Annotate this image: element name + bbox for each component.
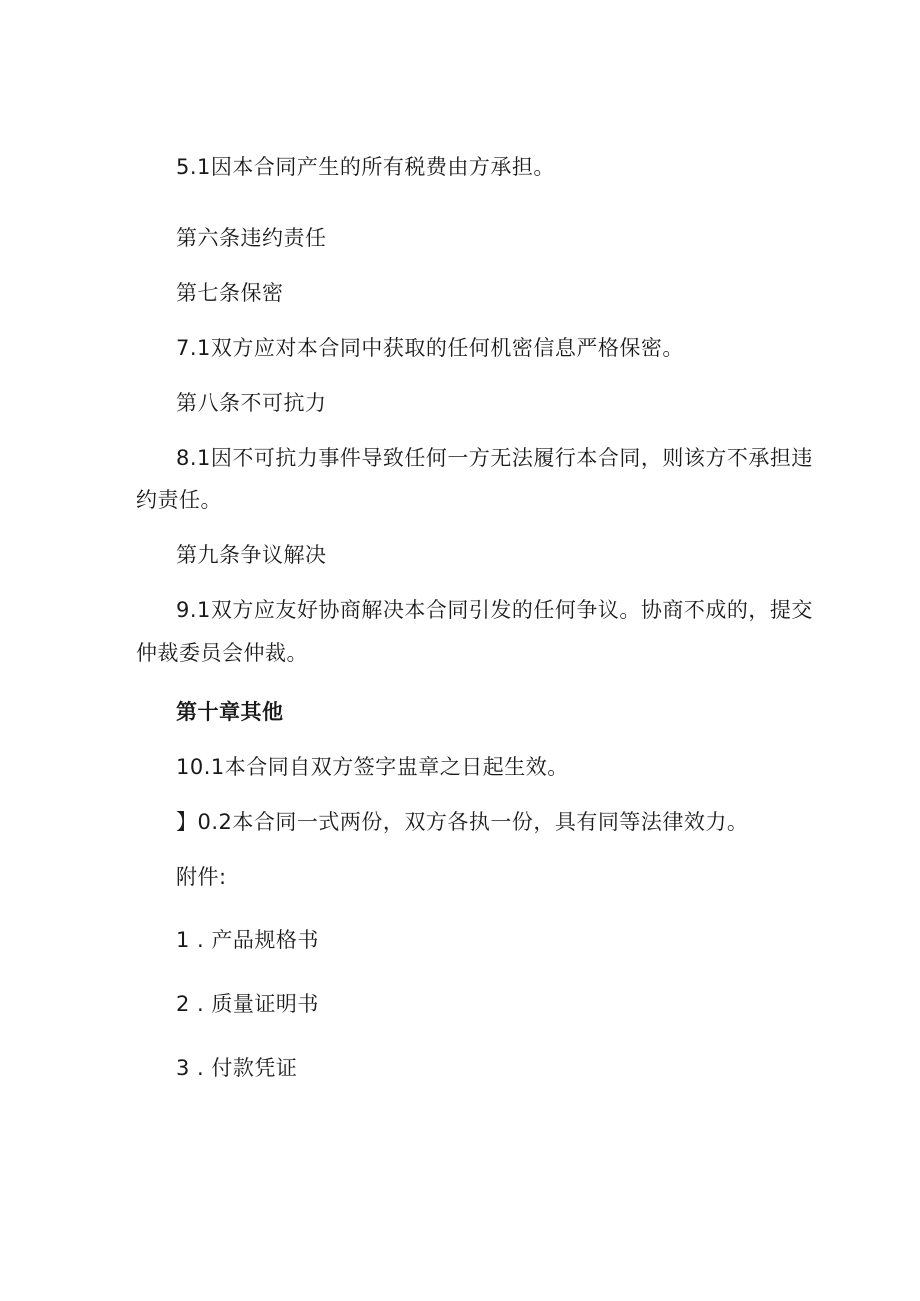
clause-10-2: 】0.2本合同一式两份，双方各执一份，具有同等法律效力。 [176, 810, 749, 834]
attachment-item-2: 2 . 质量证明书 [176, 992, 319, 1016]
clause-9-1-line-1: 9.1双方应友好协商解决本合同引发的任何争议。协商不成的，提交 [176, 598, 813, 622]
article-9-heading: 第九条争议解决 [176, 543, 327, 567]
clause-8-1-line-1: 8.1因不可抗力事件导致任何一方无法履行本合同，则该方不承担违 [176, 446, 813, 470]
attachment-item-3: 3 . 付款凭证 [176, 1056, 298, 1080]
article-7-heading: 第七条保密 [176, 281, 284, 305]
clause-10-1: 10.1本合同自双方签字盅章之日起生效。 [176, 755, 569, 779]
article-6-heading: 第六条违约责任 [176, 226, 327, 250]
clause-5-1: 5.1因本合同产生的所有税费由方承担。 [176, 155, 555, 179]
attachments-label: 附件: [176, 865, 227, 889]
article-8-heading: 第八条不可抗力 [176, 391, 327, 415]
clause-9-1-line-2: 仲裁委员会仲裁。 [136, 641, 308, 665]
attachment-item-1: 1 . 产品规格书 [176, 928, 319, 952]
clause-8-1-line-2: 约责任。 [136, 488, 222, 512]
clause-7-1: 7.1双方应对本合同中获取的任何机密信息严格保密。 [176, 336, 684, 360]
chapter-10-heading: 第十章其他 [176, 700, 284, 724]
